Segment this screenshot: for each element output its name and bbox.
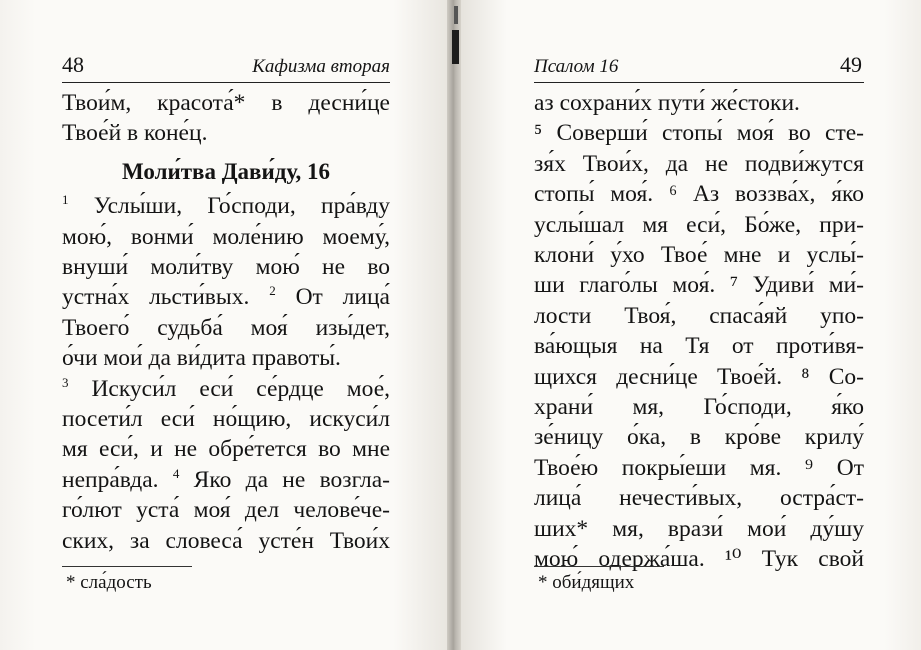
text-line: Твое́ю покры́еши мя. ⁹ От	[534, 454, 864, 481]
left-page-number: 48	[62, 52, 84, 77]
text-line: щихся десни́це Твое́й. ⁸ Со-	[534, 363, 864, 390]
gutter-shadow-mark	[452, 30, 459, 64]
left-header-rule	[62, 82, 390, 83]
book-gutter	[447, 0, 461, 650]
text-line: зя́х Твои́х, да не подви́жутся	[534, 150, 864, 177]
verse-line: устна́х льсти́вых. $^2$ От лица́	[62, 283, 390, 311]
verse-line: посети́л еси́ но́щию, искуси́л	[62, 406, 390, 433]
verse-line: о́чи мои́ да ви́дита правоты́.	[62, 345, 341, 372]
text-line: зе́ницу о́ка, в кро́ве крилу́	[534, 424, 864, 451]
verse-number: 4	[172, 466, 180, 482]
text-line: ши глаго́лы моя́. ⁷ Удиви́ ми́-	[534, 272, 864, 299]
right-page-header	[534, 52, 862, 78]
left-page-text	[62, 88, 390, 556]
verse-line: Твоего́ судьба́ моя́ изы́дет,	[62, 314, 390, 341]
verse-line: ских, за словеса́ усте́н Твои́х	[62, 527, 390, 554]
verse-line: мою́, вонми́ моле́нию моему́,	[62, 223, 390, 250]
text-line: Твои́м, красота́* в десни́це	[62, 90, 390, 116]
right-page-text	[534, 88, 864, 575]
left-footnote-rule	[62, 566, 192, 567]
text-line: лица́ нечести́вых, остра́ст-	[534, 485, 864, 512]
gutter-shadow-mark-small	[454, 6, 458, 24]
verse-line: непра́вда. $^4$ Яко да не возгла-	[62, 466, 391, 493]
verse-number: 1	[62, 192, 69, 208]
text-line: храни́ мя, Го́споди, я́ко	[534, 394, 864, 421]
text-line: услы́шал мя еси́, Бо́же, при-	[534, 211, 864, 238]
text-line: стопы́ моя́. ⁶ Аз воззва́х, я́ко	[534, 181, 864, 208]
text-line: мою́ одержа́ша. ¹⁰ Тук свой	[534, 546, 864, 573]
right-footnote: * оби́дящих	[538, 572, 635, 593]
text-line: лости Твоя́, спаса́яй упо-	[534, 302, 864, 329]
right-header-rule	[534, 82, 864, 83]
verse-number: 3	[62, 374, 69, 390]
text-line: аз сохрани́х пути́ же́стоки.	[534, 90, 800, 116]
left-footnote: * сла́дость	[66, 572, 152, 593]
right-footnote-rule	[534, 566, 664, 567]
left-running-head: Кафизма вторая	[252, 56, 390, 77]
right-page-number: 49	[840, 52, 862, 77]
verse-line: $^3$ Искуси́л еси́ се́рдце мое́,	[62, 374, 390, 402]
text-line: ших* мя, врази́ мои́ ду́шу	[534, 515, 864, 542]
text-line: ва́ющыя на Тя от проти́вя-	[534, 333, 864, 360]
prayer-title: Моли́тва Дави́ду, 16	[121, 158, 331, 184]
verse-line: го́лют уста́ моя́ дел челове́че-	[62, 497, 390, 524]
verse-number: 2	[269, 283, 276, 299]
right-running-head: Псалом 16	[534, 56, 619, 77]
verse-line: мя еси́, и не обре́тется во мне	[62, 436, 390, 463]
text-line: клони́ у́хо Твое́ мне и услы́-	[534, 242, 864, 269]
text-line: ⁵ Соверши́ стопы́ моя́ во сте-	[534, 120, 864, 147]
left-page-header	[62, 52, 390, 78]
text-line: Твое́й в коне́ц.	[62, 120, 208, 147]
verse-line: $^1$ Услы́ши, Го́споди, пра́вду	[62, 192, 390, 220]
verse-line: внуши́ моли́тву мою́ не во	[62, 254, 390, 281]
